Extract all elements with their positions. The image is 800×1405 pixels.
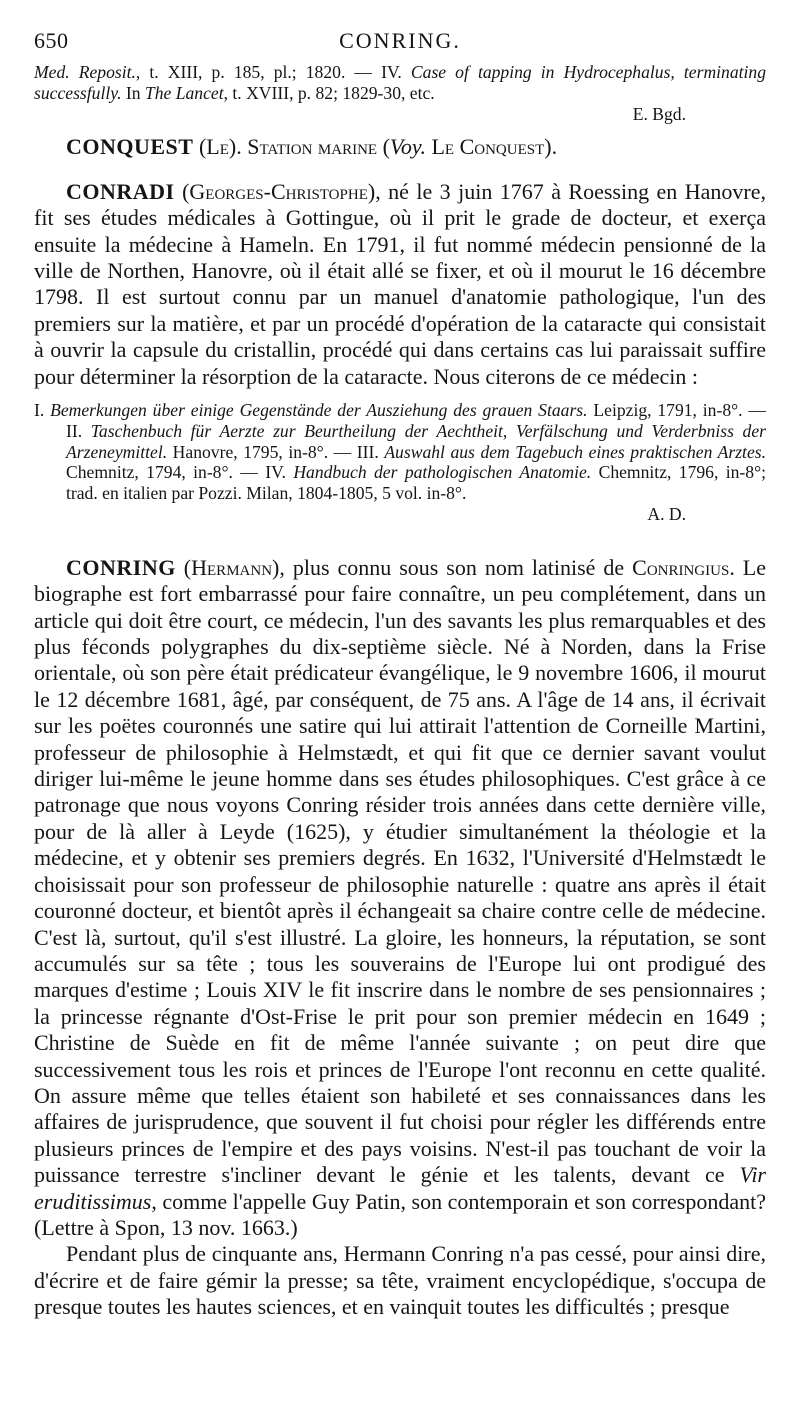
entry-names: (Hermann) (175, 554, 280, 580)
ref-text: , t. XIII, p. 185, pl.; 1820. — IV. (135, 62, 411, 82)
work-title: Handbuch der pathologischen Anatomie. (293, 462, 592, 483)
voy-abbrev: Voy. (389, 134, 426, 160)
work-details: Leipzig, 1791, in-8°. — II. (66, 400, 767, 441)
entry-headword: CONRADI (66, 178, 175, 204)
cross-reference: Le Conquest). (425, 134, 558, 160)
ref-journal: The Lancet (144, 82, 224, 103)
latin-name: Conringius (632, 554, 730, 580)
work-details: Chemnitz, 1796, in-8°; trad. en italien par Pozzi. Milan, 1804-1805, 5 vol. in-8°. (66, 462, 766, 504)
conradi-works (34, 400, 766, 504)
work-details: Chemnitz, 1794, in-8°. — IV. (66, 462, 294, 483)
work-details: Hanovre, 1795, in-8°. — III. (167, 441, 385, 462)
entry-conradi (34, 179, 766, 390)
quoted-phrase: Vir eruditissimus (34, 1162, 766, 1214)
ref-text: , t. XVIII, p. 82; 1829-30, etc. (223, 82, 435, 103)
work-title: Taschenbuch für Aerzte zur Beurtheilung der Aechtheit, Verfälschung und Verderbniss der Arzeneymittel. (66, 420, 767, 462)
entry-conring-continued: Pendant plus de cinquante ans, Hermann Conring n'a pas cessé, pour ainsi dire, d'écrire et de faire gémir la presse; sa tête, vraiment encyclopédique, s'occupa de presque toutes les hautes sciences, et en vainquit toutes les difficultés ; presque (34, 1241, 766, 1320)
entry-text: , comme l'appelle Guy Patin, son contemporain et son correspondant? (Lettre à Spon, 13 nov. 1663.) (34, 1188, 766, 1240)
entry-conquest (34, 134, 766, 160)
entry-text: , né le 3 juin 1767 à Roessing en Hanovre, fit ses études médicales à Gottingue, où il prit le grade de docteur, et exerça ensuite la médecine à Hameln. En 1791, il fut nommé médecin pensionné de la ville de Northen, Hanovre, où il était allé se fixer, et où il mourut le 16 décembre 1798. Il est surtout connu par un manuel d'anatomie pathologique, l'un des premiers sur la matière, et par un procédé d'opération de la cataracte qui consistait à ouvrir la capsule du cristallin, procédé qui dans certains cas lui paraissait suffire pour déterminer la résorption de la cataracte. Nous citerons de ce médecin : (34, 178, 766, 389)
entry-headword: CONQUEST (66, 134, 194, 160)
entry-text: , plus connu sous son nom latinisé de (279, 554, 633, 580)
prev-entry-references (34, 62, 766, 104)
running-title: CONRING. (339, 28, 461, 53)
ref-journal: Med. Reposit. (34, 62, 136, 82)
work-title: Bemerkungen über einige Gegenstände der Ausziehung des grauen Staars. (50, 400, 588, 421)
entry-names: (Georges-Christophe) (174, 178, 376, 204)
page-number: 650 (34, 28, 69, 53)
entry-text: . Le biographe est fort embarrassé pour faire connaître, un peu complétement, dans un article qui doit être court, ce médecin, l'un des savants les plus remarquables et des plus féconds polygraphes du dix-septième siècle. Né à Norden, dans la Frise orientale, où son père était prédicateur évangélique, le 9 novembre 1606, il mourut le 12 décembre 1681, âgé, par conséquent, de 75 ans. A l'âge de 14 ans, il écrivait sur les poëtes couronnés une satire qui lui attirait l'attention de Corneille Martini, professeur de philosophie à Helmstædt, et qui fit que ce dernier savant voulut diriger lui-même le jeune homme dans ses études philosophiques. C'est grâce à ce patronage que nous voyons Conring résider trois années dans cette dernière ville, pour de là aller à Leyde (1625), y étudier simultanément la théologie et la médecine, et y obtenir ses premiers degrés. En 1632, l'Université d'Helmstædt le choisissait pour son professeur de philosophie naturelle : quatre ans après il était couronné docteur, et bientôt après il échangeait sa chaire contre celle de médecine. C'est là, surtout, qu'il s'est illustré. La gloire, les honneurs, la réputation, se sont accumulés sur sa tête ; tous les souverains de l'Europe lui ont prodigué des marques d'estime ; Louis XIV le fit inscrire dans le nombre de ses pensionnaires ; la princesse régnante d'Ost-Frise le prit pour son premier médecin en 1649 ; Christine de Suède en fit de même l'année suivante ; on peut dire que successivement tous les rois et princes de l'Europe l'ont reconnu en cette qualité. On assure même que telles étaient son habileté et ses connaissances dans les affaires de jurisprudence, que souvent il fut choisi pour régler les différends entre plusieurs princes de l'empire et des pays voisins. N'est-il pas touchant de voir la puissance terrestre s'incliner devant le génie et les talents, devant ce (34, 554, 766, 1188)
prev-entry-signature: E. Bgd. (632, 103, 686, 124)
page-header (34, 28, 766, 58)
entry-text: (Le). Station marine ( (193, 134, 390, 160)
entry-conring (34, 555, 766, 1242)
ref-title: Case of tapping in Hydrocephalus, terminating successfully. (34, 62, 766, 103)
work-title: Auswahl aus dem Tagebuch eines praktischen Arztes. (384, 441, 766, 462)
ref-text: In (121, 82, 145, 103)
entry-headword: CONRING (66, 554, 176, 580)
conradi-signature: A. D. (647, 504, 686, 525)
page-body (34, 62, 766, 1321)
work-number: I. (34, 400, 51, 421)
